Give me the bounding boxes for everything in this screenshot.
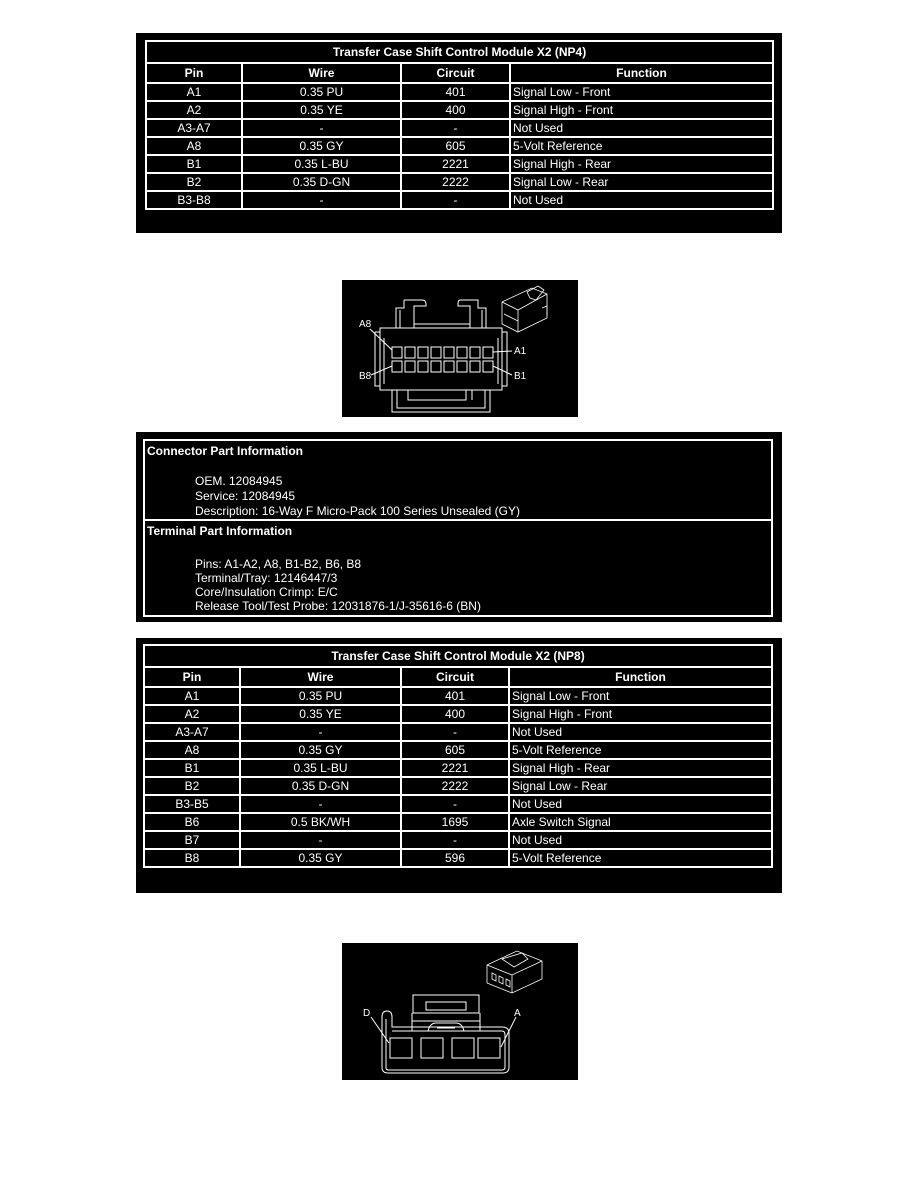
function-cell: Signal Low - Front	[509, 687, 772, 705]
wire-cell: -	[242, 191, 401, 209]
label-b1: B1	[514, 371, 527, 382]
label-a1: A1	[514, 346, 527, 357]
column-header-circuit: Circuit	[401, 63, 510, 83]
circuit-cell: -	[401, 191, 510, 209]
function-cell: 5-Volt Reference	[509, 741, 772, 759]
pin-cell: B1	[144, 759, 240, 777]
connector-16way-drawing	[342, 280, 578, 417]
column-header-function: Function	[509, 667, 772, 687]
table-row	[144, 795, 772, 813]
table-row	[146, 83, 773, 101]
pin-cell: B2	[146, 173, 242, 191]
pin-cell: B3-B5	[144, 795, 240, 813]
pin-cell: B1	[146, 155, 242, 173]
circuit-cell: -	[401, 723, 509, 741]
table-title: Transfer Case Shift Control Module X2 (NP4)	[146, 41, 773, 63]
circuit-cell: 1695	[401, 813, 509, 831]
connector-4way-drawing	[342, 943, 578, 1080]
pin-cell: B8	[144, 849, 240, 867]
function-cell: Not Used	[510, 191, 773, 209]
wire-cell: 0.35 YE	[240, 705, 401, 723]
terminal-crimp: Core/Insulation Crimp: E/C	[195, 585, 338, 599]
pinout-table-np8	[143, 644, 773, 868]
function-cell: Signal High - Rear	[510, 155, 773, 173]
label-b8: B8	[359, 371, 372, 382]
function-cell: Not Used	[509, 723, 772, 741]
circuit-cell: 2222	[401, 777, 509, 795]
function-cell: Signal High - Rear	[509, 759, 772, 777]
function-cell: Signal Low - Rear	[509, 777, 772, 795]
pinout-table-np4	[145, 40, 774, 210]
function-cell: Signal Low - Rear	[510, 173, 773, 191]
pin-cell: A8	[146, 137, 242, 155]
pin-cell: B2	[144, 777, 240, 795]
table-row	[144, 777, 772, 795]
column-header-function: Function	[510, 63, 773, 83]
terminal-pins: Pins: A1-A2, A8, B1-B2, B6, B8	[195, 557, 362, 571]
table-row	[144, 705, 772, 723]
circuit-cell: 2221	[401, 155, 510, 173]
table-row	[146, 173, 773, 191]
pin-cell: A3-A7	[144, 723, 240, 741]
connector-iso-view	[502, 286, 547, 332]
function-cell: 5-Volt Reference	[510, 137, 773, 155]
circuit-cell: 605	[401, 741, 509, 759]
wire-cell: 0.35 D-GN	[242, 173, 401, 191]
circuit-cell: -	[401, 831, 509, 849]
wire-cell: 0.35 GY	[240, 741, 401, 759]
circuit-cell: 401	[401, 83, 510, 101]
pin-cell: A3-A7	[146, 119, 242, 137]
terminal-part-info-section	[145, 521, 771, 615]
wire-cell: -	[240, 795, 401, 813]
table-row	[146, 155, 773, 173]
pin-cavities	[390, 1038, 500, 1058]
circuit-cell: 596	[401, 849, 509, 867]
circuit-cell: 2222	[401, 173, 510, 191]
circuit-cell: 605	[401, 137, 510, 155]
column-header-circuit: Circuit	[401, 667, 509, 687]
function-cell: Signal Low - Front	[510, 83, 773, 101]
wire-cell: 0.35 YE	[242, 101, 401, 119]
table-row	[144, 687, 772, 705]
terminal-release-tool: Release Tool/Test Probe: 12031876-1/J-35616-6 (BN)	[195, 599, 481, 613]
wire-cell: 0.35 PU	[240, 687, 401, 705]
wire-cell: 0.5 BK/WH	[240, 813, 401, 831]
circuit-cell: 400	[401, 705, 509, 723]
pin-cell: B6	[144, 813, 240, 831]
function-cell: Not Used	[510, 119, 773, 137]
table-row	[144, 813, 772, 831]
table-row	[144, 759, 772, 777]
pin-cell: A1	[146, 83, 242, 101]
part-info-box	[143, 439, 773, 617]
connector-service: Service: 12084945	[195, 489, 296, 503]
table-row	[146, 191, 773, 209]
circuit-cell: -	[401, 795, 509, 813]
part-info-panel	[136, 432, 782, 622]
label-d: D	[363, 1008, 371, 1019]
connector-iso-view	[487, 951, 542, 993]
circuit-cell: 401	[401, 687, 509, 705]
column-header-pin: Pin	[146, 63, 242, 83]
connector-part-info-heading: Connector Part Information	[147, 444, 304, 458]
function-cell: Signal High - Front	[510, 101, 773, 119]
pin-cell: A8	[144, 741, 240, 759]
pin-cell: A2	[144, 705, 240, 723]
table-row	[146, 119, 773, 137]
function-cell: Not Used	[509, 795, 772, 813]
function-cell: 5-Volt Reference	[509, 849, 772, 867]
terminal-part-info-heading: Terminal Part Information	[147, 524, 293, 538]
pin-cell: B7	[144, 831, 240, 849]
wire-cell: 0.35 PU	[242, 83, 401, 101]
column-header-wire: Wire	[242, 63, 401, 83]
wire-cell: 0.35 GY	[242, 137, 401, 155]
function-cell: Not Used	[509, 831, 772, 849]
terminal-tray: Terminal/Tray: 12146447/3	[195, 571, 338, 585]
column-header-pin: Pin	[144, 667, 240, 687]
wire-cell: -	[240, 723, 401, 741]
column-header-wire: Wire	[240, 667, 401, 687]
connector-part-info-section	[145, 441, 771, 521]
wire-cell: -	[242, 119, 401, 137]
table-row	[146, 101, 773, 119]
pin-cell: B3-B8	[146, 191, 242, 209]
circuit-cell: 400	[401, 101, 510, 119]
table-row	[146, 137, 773, 155]
pin-cavities-row-b	[392, 361, 493, 372]
function-cell: Axle Switch Signal	[509, 813, 772, 831]
function-cell: Signal High - Front	[509, 705, 772, 723]
table-row	[144, 723, 772, 741]
connector-oem: OEM. 12084945	[195, 474, 283, 488]
pin-cell: A1	[144, 687, 240, 705]
circuit-cell: -	[401, 119, 510, 137]
pinout-panel-np4	[136, 33, 782, 233]
pin-cavities-row-a	[392, 347, 493, 358]
wire-cell: 0.35 GY	[240, 849, 401, 867]
table-row	[144, 831, 772, 849]
wire-cell: 0.35 L-BU	[242, 155, 401, 173]
label-a8: A8	[359, 319, 372, 330]
wire-cell: -	[240, 831, 401, 849]
table-row	[144, 741, 772, 759]
wire-cell: 0.35 L-BU	[240, 759, 401, 777]
label-a: A	[514, 1008, 521, 1019]
pin-cell: A2	[146, 101, 242, 119]
table-row	[144, 849, 772, 867]
wire-cell: 0.35 D-GN	[240, 777, 401, 795]
pinout-panel-np8	[136, 638, 782, 893]
circuit-cell: 2221	[401, 759, 509, 777]
table-title: Transfer Case Shift Control Module X2 (NP8)	[144, 645, 772, 667]
connector-description: Description: 16-Way F Micro-Pack 100 Series Unsealed (GY)	[195, 504, 520, 518]
